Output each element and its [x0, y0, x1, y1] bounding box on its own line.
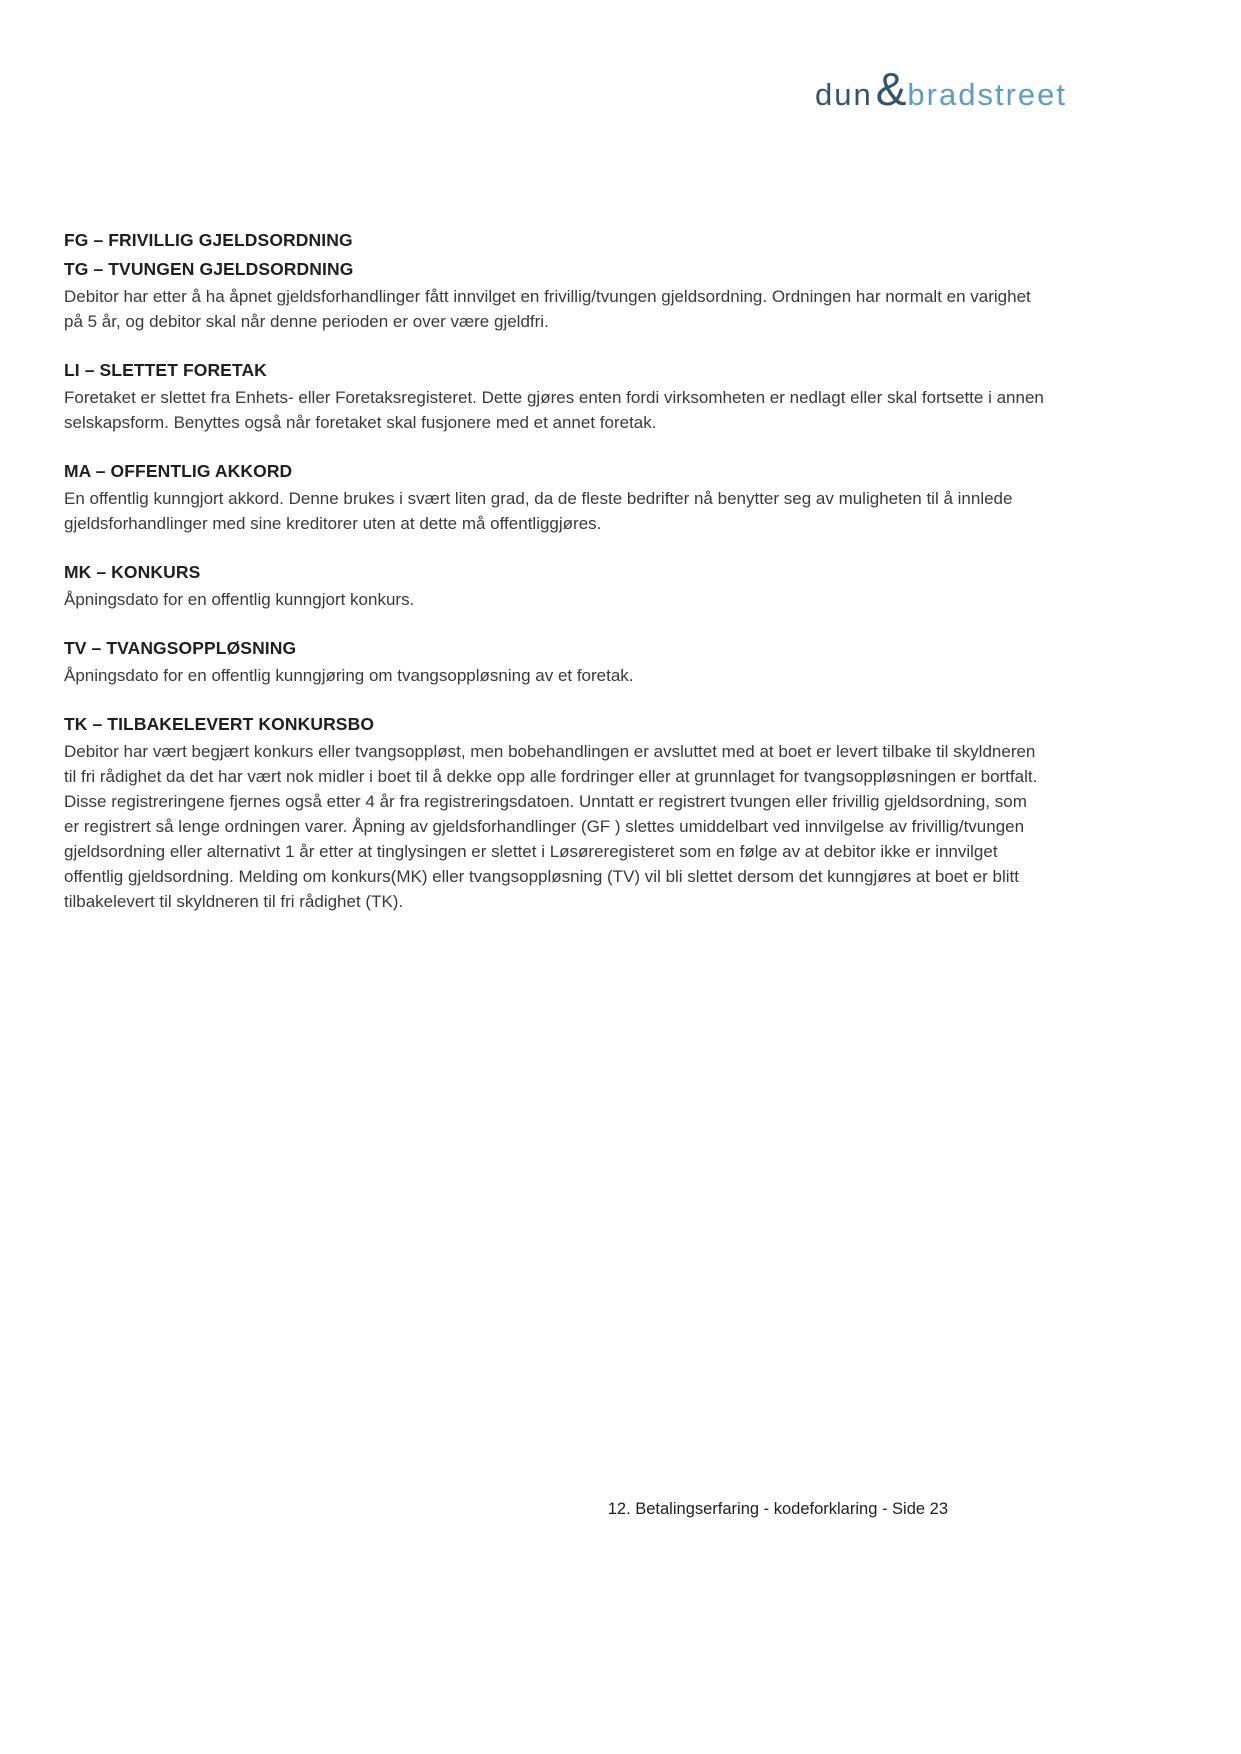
- section-heading: LI – SLETTET FORETAK: [64, 360, 267, 380]
- section-heading: TG – TVUNGEN GJELDSORDNING: [64, 259, 354, 279]
- section-body: Åpningsdato for en offentlig kunngjort konkurs.: [64, 590, 415, 609]
- code-section: [64, 226, 1044, 334]
- code-section: [64, 457, 1044, 536]
- logo-ampersand-icon: &: [875, 63, 907, 115]
- page-footer: 12. Betalingserfaring - kodeforklaring - Side 23: [607, 1500, 948, 1518]
- section-body: Foretaket er slettet fra Enhets- eller Foretaksregisteret. Dette gjøres enten fordi virksomheten er nedlagt eller skal fortsette i annen selskapsform. Benyttes også når foretaket skal fusjonere med et annet foretak.: [64, 388, 1044, 432]
- section-heading: MA – OFFENTLIG AKKORD: [64, 461, 293, 481]
- section-heading: MK – KONKURS: [64, 562, 201, 582]
- dun-and-bradstreet-logo: [815, 63, 1067, 115]
- code-section: [64, 710, 1044, 914]
- code-section: [64, 558, 1044, 612]
- section-heading: TV – TVANGSOPPLØSNING: [64, 638, 297, 658]
- section-body: Debitor har vært begjært konkurs eller tvangsoppløst, men bobehandlingen er avsluttet med at boet er levert tilbake til skyldneren til fri rådighet da det har vært nok midler i boet til å dekke opp alle fordringer eller at grunnlaget for tvangsoppløsningen er bortfalt. Disse registreringene fjernes også etter 4 år fra registreringsdatoen. Unntatt er registrert tvungen eller frivillig gjeldsordning, som er registrert så lenge ordningen varer. Åpning av gjeldsforhandlinger (GF ) slettes umiddelbart ved innvilgelse av frivillig/tvungen gjeldsordning eller alternativt 1 år etter at tinglysingen er slettet i Løsøreregisteret som en følge av at debitor ikke er innvilget offentlig gjeldsordning. Melding om konkurs(MK) eller tvangsoppløsning (TV) vil bli slettet dersom det kunngjøres at boet er blitt tilbakelevert til skyldneren til fri rådighet (TK).: [64, 742, 1038, 911]
- section-heading: FG – FRIVILLIG GJELDSORDNING: [64, 230, 353, 250]
- code-section: [64, 634, 1044, 688]
- section-heading: TK – TILBAKELEVERT KONKURSBO: [64, 714, 375, 734]
- document-body: [64, 226, 1044, 936]
- section-body: Debitor har etter å ha åpnet gjeldsforhandlinger fått innvilget en frivillig/tvungen gjeldsordning. Ordningen har normalt en varighet på 5 år, og debitor skal når denne perioden er over være gjeldfri.: [64, 287, 1031, 331]
- section-body: Åpningsdato for en offentlig kunngjøring om tvangsoppløsning av et foretak.: [64, 666, 634, 685]
- code-section: [64, 356, 1044, 435]
- logo-word-dun: dun: [815, 77, 873, 112]
- section-body: En offentlig kunngjort akkord. Denne brukes i svært liten grad, da de fleste bedrifter nå benytter seg av muligheten til å innlede gjeldsforhandlinger med sine kreditorer uten at dette må offentliggjøres.: [64, 489, 1013, 533]
- logo-word-bradstreet: bradstreet: [907, 77, 1067, 112]
